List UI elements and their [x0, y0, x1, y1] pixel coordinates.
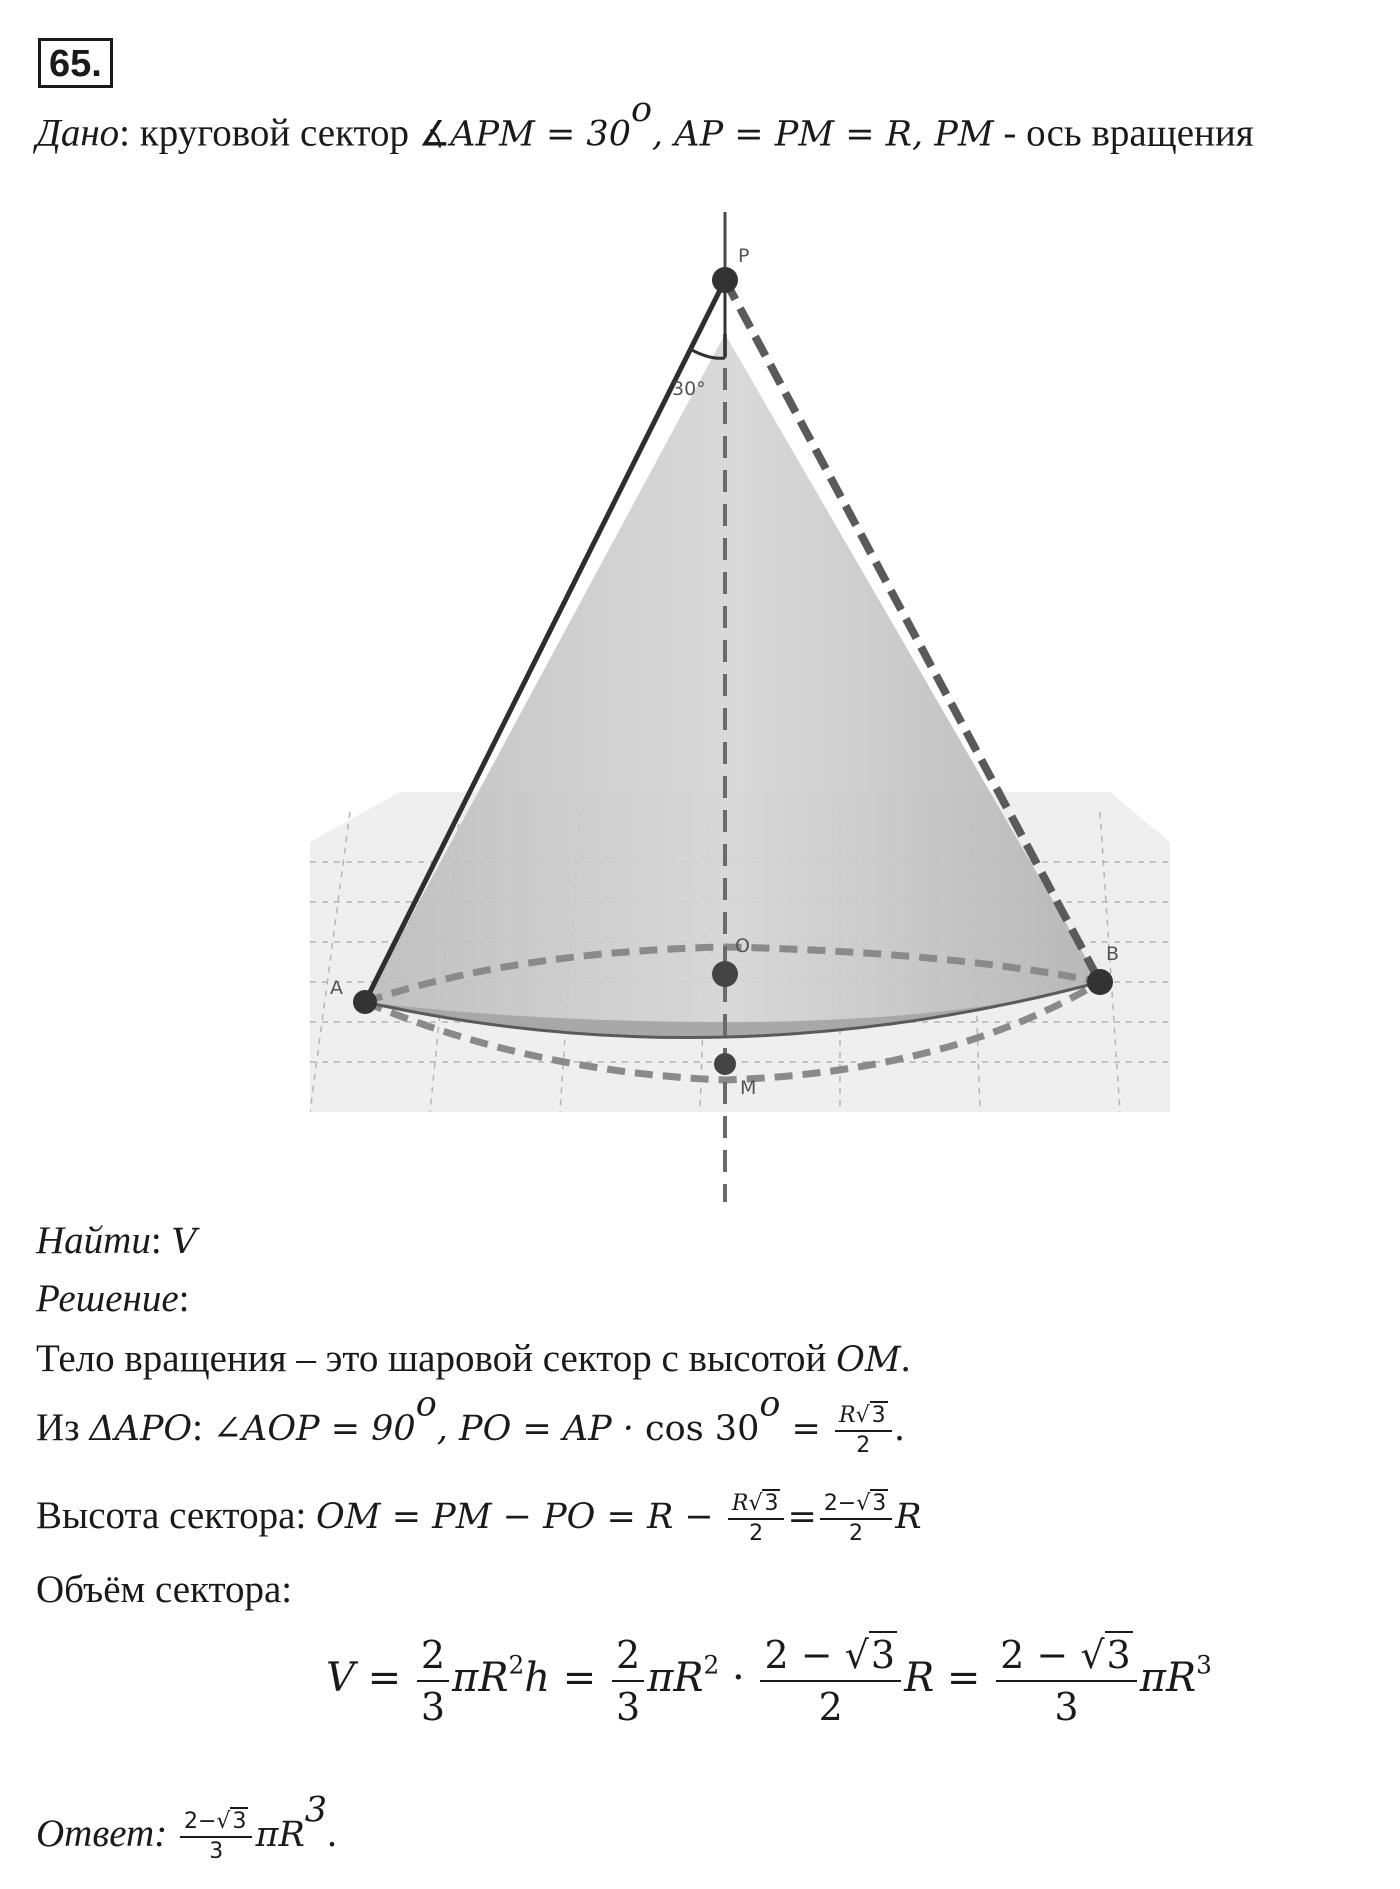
- line4-text: Объём сектора:: [36, 1568, 293, 1611]
- line2-fraction: $\frac{R√3}{2}$: [835, 1402, 892, 1460]
- point-m: [714, 1053, 736, 1075]
- line2-text: Из: [36, 1405, 90, 1449]
- line3-text: Высота сектора:: [36, 1493, 317, 1537]
- given-degree: o: [630, 90, 653, 130]
- line3-fraction-2: $\frac{2-√3}{2}$: [820, 1490, 892, 1548]
- problem-number: 65.: [38, 38, 113, 88]
- solution-line-2: Из ΔAPO: ∠AOP = $90^o$, PO = AP · $\cos 30^o$ = $\frac{R√3}{2}$ .: [36, 1384, 905, 1458]
- solution-line-3: Высота сектора: OM = PM − PO = R − $\frac{R√3}{2}$ = $\frac{2-√3}{2}$ R: [36, 1491, 922, 1546]
- given-line: [36, 90, 1254, 158]
- point-a: [353, 990, 377, 1014]
- point-b: [1087, 969, 1113, 995]
- line1-math: OM: [836, 1340, 901, 1380]
- answer-line: Ответ: $\frac{2-√3}{3}$ $\pi R^3$.: [36, 1790, 337, 1864]
- line3-fraction-1: $\frac{R√3}{2}$: [728, 1490, 785, 1548]
- find-line: Найти: V: [36, 1219, 197, 1262]
- given-axis-text: - ось вращения: [993, 111, 1254, 155]
- solution-label-line: Решение:: [36, 1277, 190, 1320]
- given-text: : круговой сектор: [119, 111, 419, 155]
- find-label: Найти: [36, 1219, 151, 1262]
- solution-label: Решение: [36, 1277, 179, 1320]
- label-o: O: [735, 935, 750, 957]
- find-value: V: [171, 1222, 197, 1262]
- label-m: M: [740, 1077, 757, 1099]
- answer-fraction: $\frac{2-√3}{3}$: [180, 1808, 252, 1866]
- angle-label: 30°: [672, 378, 706, 400]
- point-p: [712, 267, 738, 293]
- label-p: P: [738, 245, 750, 267]
- given-math-angle: APM = 30: [450, 114, 631, 155]
- line1-text: Тело вращения – это шаровой сектор с высотой: [36, 1337, 837, 1380]
- given-label: Дано: [36, 111, 120, 155]
- point-o: [712, 961, 738, 987]
- volume-formula: V = $\frac{2}{3}$ $\pi R^2h$ = $\frac{2}{3}$ $\pi R^2$ · $\frac{2 - √3}{2}$ R = $\frac{2 - √3}{3}$ $\pi R^3$: [326, 1630, 1212, 1732]
- solution-line-4: [36, 1567, 292, 1613]
- label-b: B: [1106, 943, 1120, 965]
- given-math-rest: , AP = PM = R, PM: [652, 114, 994, 155]
- label-a: A: [330, 977, 343, 999]
- cone-figure: [310, 212, 1200, 1202]
- angle-symbol: ∡: [418, 114, 451, 155]
- cone-surface: [365, 334, 1100, 1038]
- solution-line-1: Тело вращения – это шаровой сектор с высотой OM.: [36, 1337, 911, 1380]
- answer-label: Ответ:: [36, 1811, 168, 1855]
